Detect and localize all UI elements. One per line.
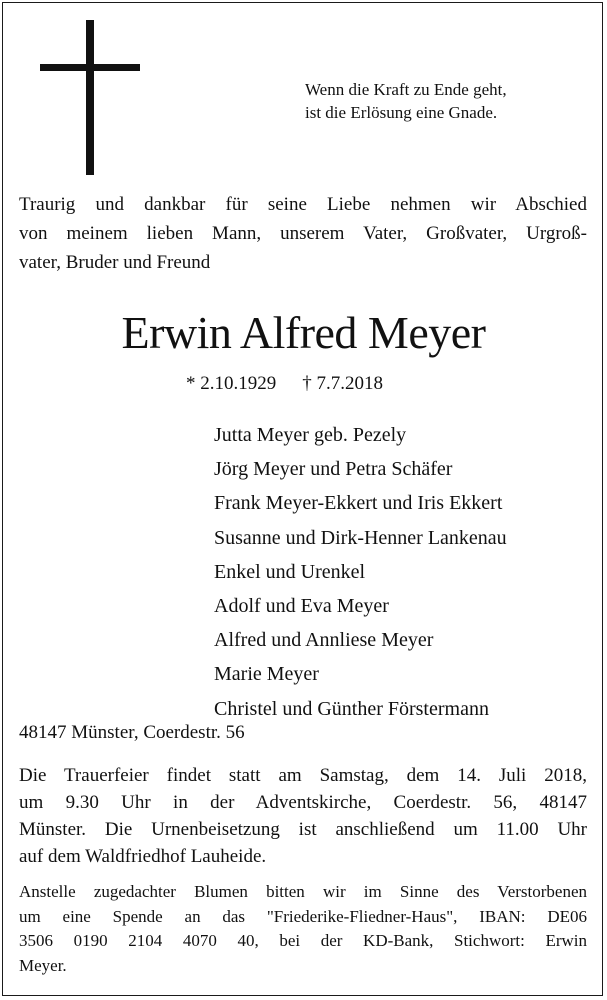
motto-line: Wenn die Kraft zu Ende geht, xyxy=(305,80,507,99)
family-address: 48147 Münster, Coerdestr. 56 xyxy=(19,722,245,743)
ceremony-line: um 9.30 Uhr in der Adventskirche, Coerdestr. 56, 48147 xyxy=(19,792,587,813)
donation-line: Anstelle zugedachter Blumen bitten wir im Sinne des Verstorbenen xyxy=(19,882,587,901)
donation-request xyxy=(19,880,587,978)
intro-line: vater, Bruder und Freund xyxy=(19,252,211,273)
family-member: Enkel und Urenkel xyxy=(214,560,366,583)
intro-line: von meinem lieben Mann, unserem Vater, Großvater, Urgroß- xyxy=(19,223,587,244)
ceremony-line: Münster. Die Urnenbeisetzung ist anschließend um 11.00 Uhr xyxy=(19,819,587,840)
birth-date: * 2.10.1929 xyxy=(186,373,277,394)
intro-text xyxy=(19,190,587,277)
cross-horizontal-bar xyxy=(40,64,140,71)
ceremony-info xyxy=(19,762,587,870)
motto-line: ist die Erlösung eine Gnade. xyxy=(305,103,498,122)
donation-line: Meyer. xyxy=(19,955,67,975)
ceremony-line: auf dem Waldfriedhof Lauheide. xyxy=(19,846,267,867)
family-member: Marie Meyer xyxy=(214,663,319,686)
cross-icon xyxy=(40,20,140,175)
motto xyxy=(305,78,507,124)
family-list xyxy=(214,418,507,726)
family-member: Adolf und Eva Meyer xyxy=(214,595,389,618)
deceased-name: Erwin Alfred Meyer xyxy=(121,307,486,358)
cross-vertical-bar xyxy=(86,20,94,175)
life-dates xyxy=(186,372,383,396)
family-member: Frank Meyer-Ekkert und Iris Ekkert xyxy=(214,492,503,515)
family-member: Susanne und Dirk-Henner Lankenau xyxy=(214,526,507,549)
intro-line: Traurig und dankbar für seine Liebe nehmen wir Abschied xyxy=(19,194,587,215)
donation-line: um eine Spende an das "Friederike-Fliedner-Haus", IBAN: DE06 xyxy=(19,906,587,926)
donation-line: 3506 0190 2104 4070 40, bei der KD-Bank, Stichwort: Erwin xyxy=(19,931,587,950)
ceremony-line: Die Trauerfeier findet statt am Samstag, dem 14. Juli 2018, xyxy=(19,765,587,786)
family-member: Jörg Meyer und Petra Schäfer xyxy=(214,458,453,481)
family-member: Alfred und Annliese Meyer xyxy=(214,629,434,652)
family-member: Jutta Meyer geb. Pezely xyxy=(214,424,407,446)
family-member: Christel und Günther Förstermann xyxy=(214,697,489,720)
death-date: † 7.7.2018 xyxy=(302,373,383,394)
